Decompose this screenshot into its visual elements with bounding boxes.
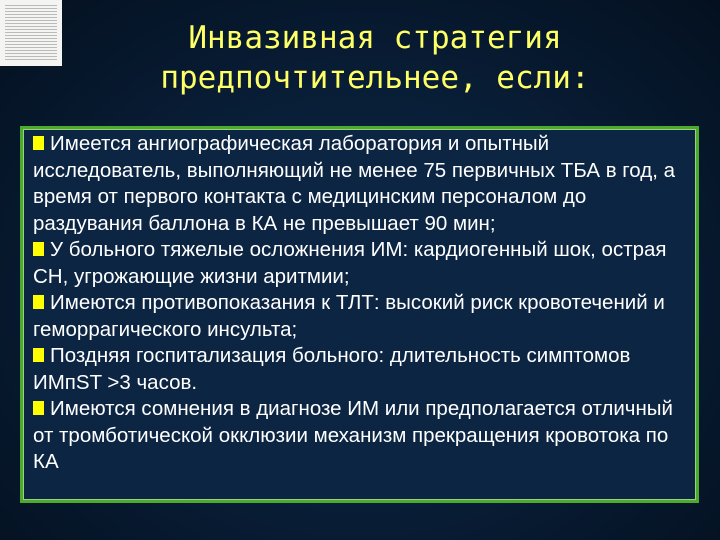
square-bullet-icon bbox=[33, 242, 44, 256]
bullet-text: Имеется ангиографическая лаборатория и опытный исследователь, выполняющий не менее 75 первичных ТБА в год, а время от первого контакта с медицинским персоналом до раздувания баллона в КА не превышает 90 мин; bbox=[33, 132, 676, 235]
square-bullet-icon bbox=[33, 295, 44, 309]
bullet-item bbox=[33, 290, 686, 343]
bullet-item bbox=[33, 343, 686, 396]
thumbnail-text-lines bbox=[5, 5, 57, 61]
title-line-1: Инвазивная стратегия bbox=[188, 20, 562, 56]
bullet-text: У больного тяжелые осложнения ИМ: кардиогенный шок, острая СН, угрожающие жизни аритмии; bbox=[33, 238, 667, 288]
document-thumbnail bbox=[0, 0, 62, 66]
square-bullet-icon bbox=[33, 348, 44, 362]
bullet-item bbox=[33, 131, 686, 237]
bullet-text: Имеются противопоказания к ТЛТ: высокий риск кровотечений и геморрагического инсульта; bbox=[33, 291, 665, 341]
title-line-2: предпочтительнее, если: bbox=[160, 60, 590, 96]
square-bullet-icon bbox=[33, 401, 44, 415]
content-box bbox=[20, 126, 699, 503]
bullet-list bbox=[33, 131, 686, 476]
bullet-item bbox=[33, 396, 686, 476]
bullet-text: Имеются сомнения в диагнозе ИМ или предполагается отличный от тромботической окклюзии механизм прекращения кровотока по КА bbox=[33, 397, 673, 473]
slide-title bbox=[90, 18, 660, 98]
square-bullet-icon bbox=[33, 136, 44, 150]
bullet-text: Поздняя госпитализация больного: длительность симптомов ИМпST >3 часов. bbox=[33, 344, 631, 394]
bullet-item bbox=[33, 237, 686, 290]
